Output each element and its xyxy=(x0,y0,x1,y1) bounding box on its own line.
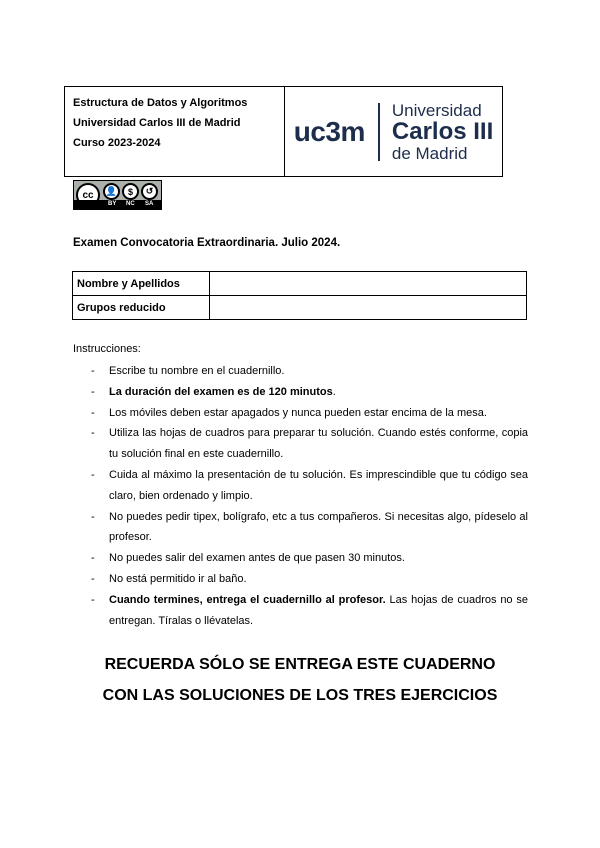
academic-year: Curso 2023-2024 xyxy=(73,137,161,149)
logo-line-1: Universidad xyxy=(391,100,482,120)
course-info xyxy=(65,87,285,176)
instruction-text: Utiliza las hojas de cuadros para preparar tu solución. Cuando estés conforme, copia tu solución final en este cuadernillo. xyxy=(109,427,528,461)
license-label-sa: SA xyxy=(145,201,154,207)
instruction-text: Los móviles deben estar apagados y nunca pueden estar encima de la mesa. xyxy=(109,406,487,419)
reminder-line-2: CON LAS SOLUCIONES DE LOS TRES EJERCICIOS xyxy=(102,687,498,704)
course-name: Estructura de Datos y Algoritmos xyxy=(73,97,248,109)
list-item xyxy=(88,403,528,424)
exam-title: Examen Convocatoria Extraordinaria. Julio 2024. xyxy=(73,237,341,249)
list-item xyxy=(88,423,528,465)
list-item xyxy=(88,548,528,569)
instruction-bold: La duración del examen es de 120 minutos xyxy=(109,385,333,398)
instruction-text: Escribe tu nombre en el cuadernillo. xyxy=(109,365,285,377)
logo-line-2: Carlos III xyxy=(391,117,494,145)
license-label-nc: NC xyxy=(126,201,135,207)
instruction-text: No está permitido ir al baño. xyxy=(109,572,247,585)
list-item xyxy=(88,465,528,507)
list-item xyxy=(88,361,528,382)
list-item xyxy=(88,382,528,403)
sa-icon: ↺ xyxy=(141,183,158,200)
list-item xyxy=(88,507,528,549)
reminder-line-1: RECUERDA SÓLO SE ENTREGA ESTE CUADERNO xyxy=(104,656,496,673)
table-row xyxy=(73,272,527,296)
table-row xyxy=(73,296,527,320)
instruction-text: No puedes salir del examen antes de que pasen 30 minutos. xyxy=(109,552,405,565)
instruction-text: Las hojas de cuadros no se entregan. Tíralas o llévatelas. xyxy=(109,593,529,627)
name-field[interactable] xyxy=(210,272,527,296)
header-box xyxy=(64,86,503,177)
instructions-title: Instrucciones: xyxy=(73,343,141,355)
instruction-text: . xyxy=(332,385,336,398)
logo-short: uc3m xyxy=(293,115,365,147)
logo-separator xyxy=(378,103,380,161)
university-name: Universidad Carlos III de Madrid xyxy=(73,117,241,129)
group-label: Grupos reducido xyxy=(73,296,210,320)
nc-icon: $ xyxy=(122,183,139,200)
list-item xyxy=(88,569,528,590)
student-info-table xyxy=(72,271,527,320)
cc-icon: cc xyxy=(76,183,100,207)
instruction-text: Cuida al máximo la presentación de tu solución. Es imprescindible que tu código sea claro, bien ordenado y limpio. xyxy=(109,468,528,502)
instruction-text: No puedes pedir tipex, bolígrafo, etc a tus compañeros. Si necesitas algo, pídeselo al profesor. xyxy=(109,510,528,544)
list-item xyxy=(88,590,528,632)
university-logo xyxy=(285,87,502,176)
logo-line-3: de Madrid xyxy=(391,143,468,163)
instructions-list xyxy=(88,361,528,631)
name-label: Nombre y Apellidos xyxy=(73,272,210,296)
group-field[interactable] xyxy=(210,296,527,320)
instruction-bold: Cuando termines, entrega el cuadernillo al profesor. xyxy=(109,593,386,606)
cc-license-badge xyxy=(73,180,162,210)
logo-text xyxy=(392,102,493,162)
by-icon: 👤 xyxy=(103,183,120,200)
license-label-by: BY xyxy=(108,201,117,207)
